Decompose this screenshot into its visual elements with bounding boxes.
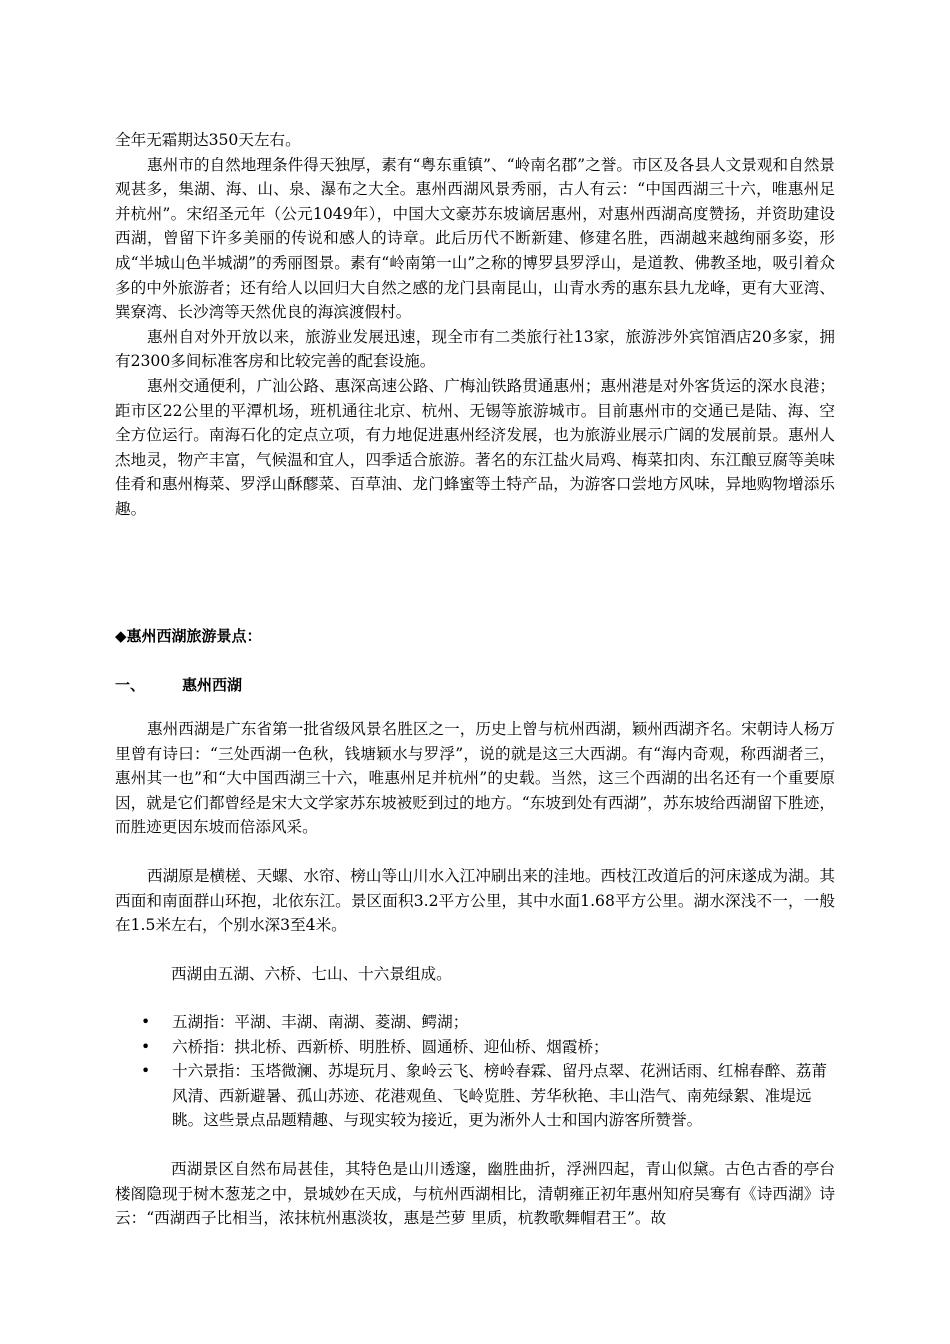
list-item-text: 十六景指：玉塔微澜、苏堤玩月、象岭云飞、榜岭春霖、留丹点翠、花洲话雨、红棉春醉、荔莆风清、西新避暑、孤山苏迹、花港观鱼、飞岭览胜、芳华秋艳、丰山浩气、南苑绿絮、准堤远眺。这些景点品题精趣、与现实较为接近，更为淅外人士和国内游客所赞誉。 bbox=[172, 1062, 827, 1130]
subsection-heading bbox=[115, 673, 835, 698]
westlake-paragraph-2: 西湖原是横槎、天螺、水帘、榜山等山川水入江冲刷出来的洼地。西枝江改道后的河床遂成为湖。其西面和南面群山环抱，北依东江。景区面积3.2平方公里，其中水面1.68平方公里。湖水深浅不一，一般在1.5米左右，个别水深3至4米。 bbox=[115, 867, 835, 935]
list-item bbox=[115, 1010, 835, 1035]
subsection-title: 惠州西湖 bbox=[182, 676, 243, 694]
intro-paragraph-2: 惠州自对外开放以来，旅游业发展迅速，现全市有二类旅行社13家，旅游涉外宾馆酒店20多家，拥有2300多间标准客房和比较完善的配套设施。 bbox=[115, 327, 835, 371]
section-heading: ◆惠州西湖旅游景点： bbox=[115, 627, 262, 645]
bullet-icon: • bbox=[141, 1062, 151, 1081]
westlake-paragraph-4: 西湖景区自然布局甚佳，其特色是山川透邃，幽胜曲折，浮洲四起，青山似黛。古色古香的亭台楼阁隐现于树木葱茏之中，景城妙在天成，与杭州西湖相比，清朝雍正初年惠州知府吴骞有《诗西湖》诗云：“西湖西子比相当，浓抹杭州惠淡妆，惠是苎萝 里质，杭教歌舞帽君王”。故 bbox=[115, 1160, 835, 1228]
westlake-paragraph-2-block bbox=[115, 864, 835, 938]
subsection-number: 一、 bbox=[115, 676, 146, 694]
westlake-paragraph-1: 惠州西湖是广东省第一批省级风景名胜区之一，历史上曾与杭州西湖，颖州西湖齐名。宋朝诗人杨万里曾有诗曰：“三处西湖一色秋，钱塘颖水与罗浮”，说的就是这三大西湖。有“海内奇观，称西湖者三，惠州其一也”和“大中国西湖三十六，唯惠州足并杭州”的史载。当然，这三个西湖的出名还有一个重要原因，就是它们都曾经是宋大文学家苏东坡被贬到过的地方。“东坡到处有西湖”，苏东坡给西湖留下胜迹，而胜迹更因东坡而倍添风采。 bbox=[115, 720, 835, 837]
westlake-paragraph-1-block bbox=[115, 717, 835, 840]
list-item-text: 六桥指：拱北桥、西新桥、明胜桥、圆通桥、迎仙桥、烟霞桥； bbox=[172, 1037, 609, 1056]
bullet-icon: • bbox=[141, 1037, 151, 1056]
bullet-icon: • bbox=[141, 1013, 151, 1031]
westlake-paragraph-3-block bbox=[115, 962, 835, 987]
intro-paragraph-3: 惠州交通便利，广汕公路、惠深高速公路、广梅汕铁路贯通惠州；惠州港是对外客货运的深水良港；距市区22公里的平潭机场，班机通往北京、杭州、无锡等旅游城市。目前惠州市的交通已是陆、海、空全方位运行。南海石化的定点立项，有力地促进惠州经济发展，也为旅游业展示广阔的发展前景。惠州人杰地灵，物产丰富，气候温和宜人，四季适合旅游。著名的东江盐火局鸡、梅菜扣肉、东江酿豆腐等美味佳肴和惠州梅菜、罗浮山酥醪菜、百草油、龙门蜂蜜等土特产品，为游客口尝地方风味，异地购物增添乐趣。 bbox=[115, 376, 835, 518]
intro-paragraph-0: 全年无霜期达350天左右。 bbox=[115, 131, 301, 149]
list-item bbox=[115, 1035, 835, 1060]
intro-paragraph-1: 惠州市的自然地理条件得天独厚，素有“粤东重镇”、“岭南名郡”之誉。市区及各县人文景观和自然景观甚多，集湖、海、山、泉、瀑布之大全。惠州西湖风景秀丽，古人有云：“中国西湖三十六，唯惠州足并杭州”。宋绍圣元年（公元1049年），中国大文豪苏东坡谪居惠州，对惠州西湖高度赞扬，并资助建设西湖，曾留下许多美丽的传说和感人的诗章。此后历代不断新建、修建名胜，西湖越来越绚丽多姿，形成“半城山色半城湖”的秀丽图景。素有“岭南第一山”之称的博罗县罗浮山，是道教、佛教圣地，吸引着众多的中外旅游者；还有给人以回归大自然之感的龙门县南昆山，山青水秀的惠东县九龙峰，更有大亚湾、巽寮湾、长沙湾等天然优良的海滨渡假村。 bbox=[115, 155, 835, 322]
list-item bbox=[115, 1059, 835, 1133]
list-item-text: 五湖指：平湖、丰湖、南湖、菱湖、鳄湖； bbox=[172, 1013, 469, 1031]
westlake-paragraph-3: 西湖由五湖、六桥、七山、十六景组成。 bbox=[171, 965, 452, 983]
intro-section bbox=[115, 128, 835, 522]
westlake-paragraph-4-block bbox=[115, 1157, 835, 1231]
westlake-list bbox=[115, 1010, 835, 1133]
